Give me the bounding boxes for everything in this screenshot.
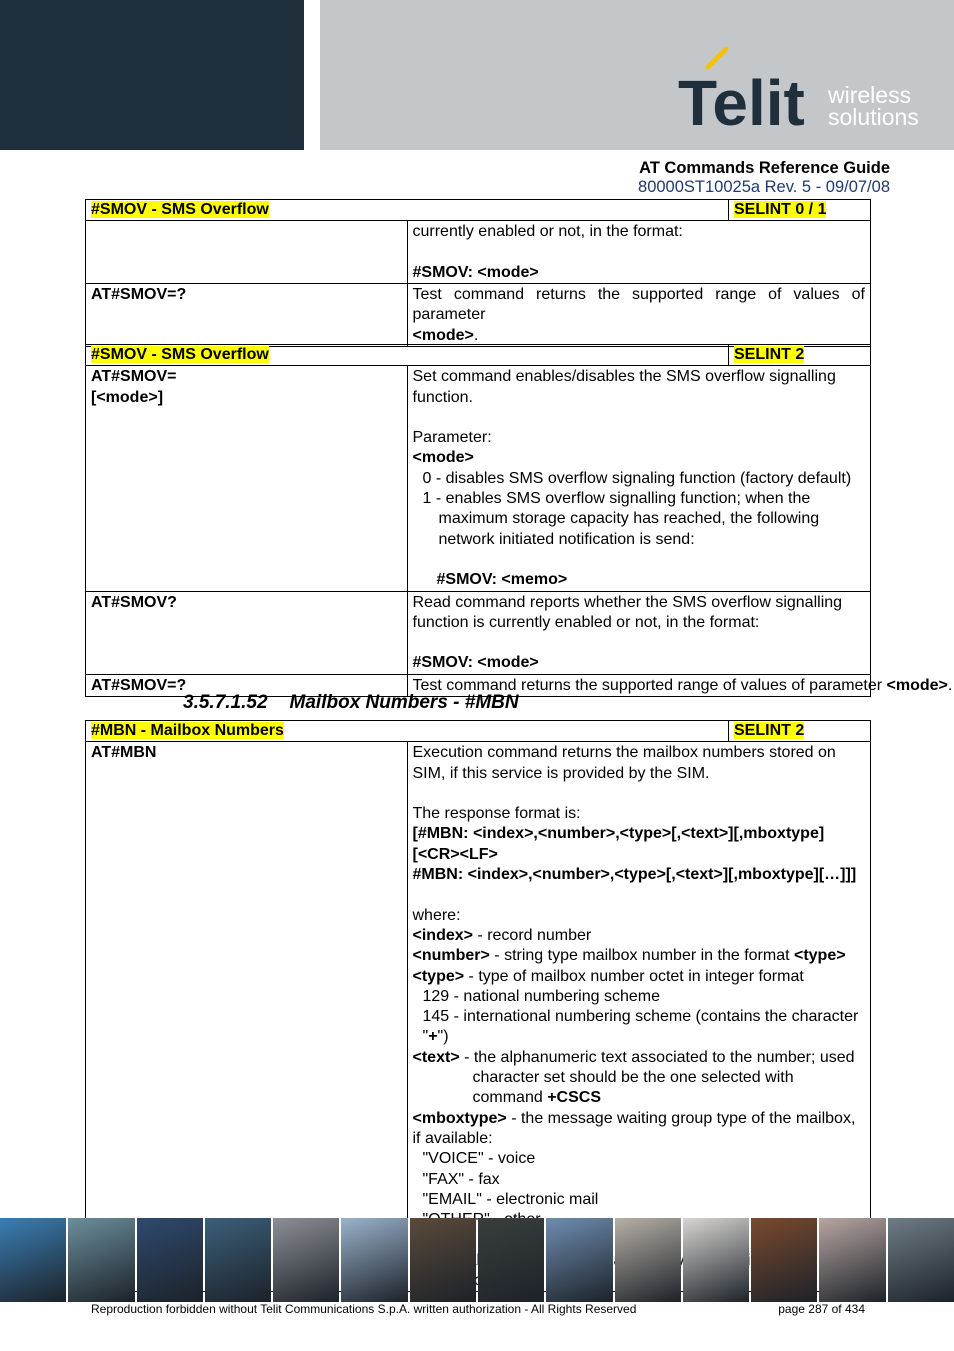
command-cell: AT#SMOV=? <box>86 674 408 696</box>
command-cell: AT#SMOV? <box>86 591 408 674</box>
param-index: <index> - record number <box>412 926 592 944</box>
mode-option-0: 0 - disables SMS overflow signaling function (factory default) <box>422 469 852 487</box>
param-mode: <mode> <box>412 326 474 344</box>
logo-sub-solutions: solutions <box>828 104 919 130</box>
table-row <box>86 221 871 284</box>
section-title-text: Mailbox Numbers - #MBN <box>289 692 519 713</box>
command-cell-param: [<mode>] <box>91 388 164 406</box>
logo-wordmark: Telit <box>678 67 805 135</box>
mbn-table <box>85 720 871 1292</box>
telit-logo <box>670 45 940 135</box>
param-text: <text> - the alphanumeric text associated to the number; used character set should be the one selected with command +CSCS <box>412 1048 855 1107</box>
guide-revision: 80000ST10025a Rev. 5 - 09/07/08 <box>638 178 890 196</box>
footer-photo-5 <box>273 1218 339 1302</box>
footer-photo-9 <box>546 1218 612 1302</box>
mode-option-1: 1 - enables SMS overflow signalling function; when the maximum storage capacity has reached, the following network initiated notification is send: <box>422 490 820 548</box>
footer-photo-12 <box>751 1218 817 1302</box>
smov-table-selint01 <box>85 199 871 347</box>
footer-photo-1 <box>0 1218 66 1302</box>
guide-title: AT Commands Reference Guide <box>639 159 890 177</box>
table-row <box>86 591 871 674</box>
footer-photo-strip <box>0 1218 954 1302</box>
smov-table-selint2 <box>85 344 953 697</box>
param-number: <number> - string type mailbox number in the format <type> <box>412 947 846 965</box>
where-label: where: <box>412 906 461 924</box>
notification-format: #SMOV: <memo> <box>436 571 568 589</box>
footer-photo-10 <box>615 1218 681 1302</box>
table-header-row <box>86 200 871 221</box>
row-text: Test command returns the supported range of values of parameter <box>412 286 865 324</box>
table-row <box>86 742 871 1292</box>
footer-photo-13 <box>819 1218 885 1302</box>
footer-photo-7 <box>410 1218 476 1302</box>
command-cell: AT#MBN <box>86 742 408 1292</box>
table-row: AT#SMOV=? Test command returns the supported range of values of parameter <mode>. <box>86 284 871 347</box>
table-row: AT#SMOV=? Test command returns the supported range of values of parameter <mode>. <box>86 674 871 696</box>
footer-photo-4 <box>205 1218 271 1302</box>
selint-label: SELINT 2 <box>734 722 805 739</box>
logo-sub-wireless: wireless <box>828 82 912 108</box>
type-option-145: 145 - international numbering scheme (contains the character "+") <box>422 1008 859 1046</box>
footer-page-number: page 287 of 434 <box>778 1302 865 1316</box>
command-cell: AT#SMOV=? <box>86 284 408 347</box>
mbox-option-voice: "VOICE" - voice <box>422 1150 536 1168</box>
mbox-option-fax: "FAX" - fax <box>422 1170 500 1188</box>
param-mode: <mode> <box>412 449 474 467</box>
table-title: #SMOV - SMS Overflow <box>91 346 269 363</box>
response-format-line2: #MBN: <index>,<number>,<type>[,<text>][,mboxtype][…]]] <box>412 866 857 884</box>
param-mode: <mode> <box>886 676 948 694</box>
row-text: Set command enables/disables the SMS overflow signalling function. <box>412 368 836 406</box>
format-label: The response format is: <box>412 805 581 823</box>
row-text: Test command returns the supported range of values of parameter <box>412 676 887 694</box>
type-option-129: 129 - national numbering scheme <box>422 987 660 1005</box>
row-text: Read command reports whether the SMS overflow signalling function is currently enabled or not, in the format: <box>412 593 843 631</box>
response-format-line1: [#MBN: <index>,<number>,<type>[,<text>][,mboxtype][<CR><LF> <box>412 825 825 863</box>
footer-photo-14 <box>888 1218 954 1302</box>
row-text: Execution command returns the mailbox numbers stored on SIM, if this service is provided by the SIM. <box>412 744 836 782</box>
selint-label: SELINT 2 <box>734 346 805 363</box>
section-number: 3.5.7.1.52 <box>183 692 268 713</box>
table-row <box>86 366 871 591</box>
table-title: #MBN - Mailbox Numbers <box>91 722 284 739</box>
response-format: #SMOV: <mode> <box>412 654 539 672</box>
param-label: Parameter: <box>412 429 492 447</box>
command-cell: AT#SMOV= <box>91 368 177 386</box>
footer-copyright: Reproduction forbidden without Telit Communications S.p.A. written authorization - All Rights Reserved <box>91 1302 637 1316</box>
param-type: <type> - type of mailbox number octet in integer format <box>412 967 804 985</box>
footer-photo-2 <box>68 1218 134 1302</box>
table-header-row <box>86 721 871 742</box>
selint-label: SELINT 0 / 1 <box>734 201 827 218</box>
table-header-row <box>86 345 871 366</box>
table-title: #SMOV - SMS Overflow <box>91 201 269 218</box>
header-dark-panel <box>0 0 304 150</box>
footer-photo-11 <box>683 1218 749 1302</box>
row-text: currently enabled or not, in the format: <box>412 223 683 241</box>
mbox-option-email: "EMAIL" - electronic mail <box>422 1190 599 1208</box>
section-heading <box>183 692 519 714</box>
footer-photo-6 <box>341 1218 407 1302</box>
footer-photo-8 <box>478 1218 544 1302</box>
param-mboxtype: <mboxtype> - the message waiting group type of the mailbox, if available: <box>412 1109 856 1147</box>
response-format: #SMOV: <mode> <box>412 263 539 281</box>
footer-photo-3 <box>137 1218 203 1302</box>
